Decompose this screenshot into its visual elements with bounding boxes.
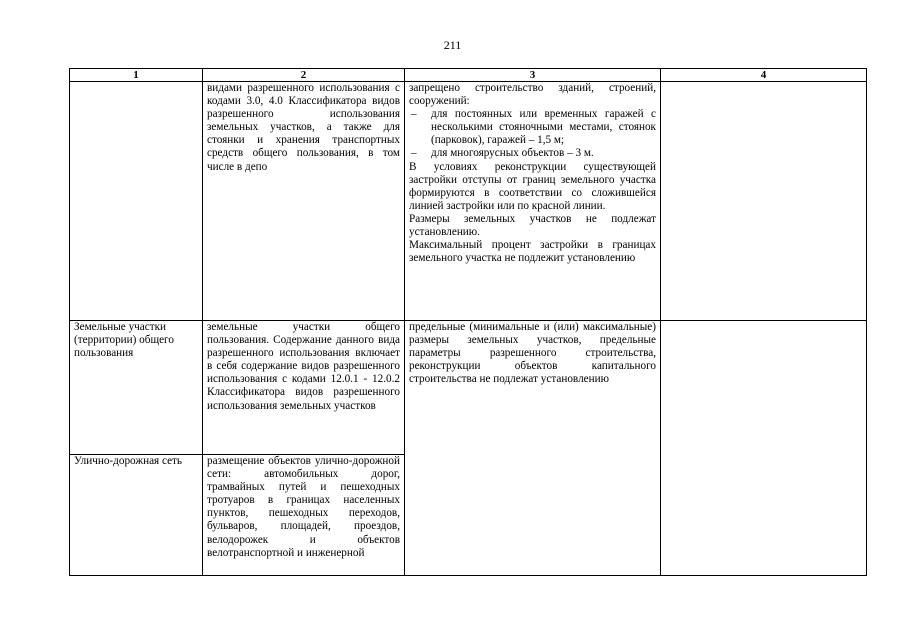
list-item [409, 108, 656, 147]
list-item-text: для многоярусных объектов – 3 м. [431, 147, 594, 160]
header-col-2: 2 [203, 69, 405, 82]
row2-col4 [661, 321, 867, 576]
row2-col2: земельные участки общего пользования. Содержание данного вида разрешенного использования включает в себя содержание видов разрешенного использования с кодами 12.0.1 - 12.0.2 Классификатора видов разрешенного использования земельных участков [203, 321, 405, 455]
list-item [409, 147, 656, 160]
zoning-table [69, 68, 867, 576]
page-number: 211 [443, 38, 462, 52]
row1-col3-max-percent: Максимальный процент застройки в границах земельного участка не подлежит установлению [409, 239, 656, 265]
table-row [70, 82, 867, 321]
row3-col2: размещение объектов улично-дорожной сети: автомобильных дорог, трамвайных путей и пешеходных тротуаров в границах населенных пунктов, пешеходных переходов, бульваров, площадей, проездов, велодорожек и объектов велотранспортной и инженерной [203, 455, 405, 576]
table-row [70, 321, 867, 455]
row1-col3-intro: запрещено строительство зданий, строений, сооружений: [409, 82, 656, 108]
row1-col3-sizes: Размеры земельных участков не подлежат установлению. [409, 212, 656, 239]
row1-col2: видами разрешенного использования с кодами 3.0, 4.0 Классификатора видов разрешенного использования земельных участков, а также для стоянки и хранения транспортных средств общего пользования, в том числе в депо [203, 82, 405, 321]
row2-col1: Земельные участки (территории) общего пользования [70, 321, 203, 455]
row3-col1: Улично-дорожная сеть [70, 455, 203, 576]
row1-col1 [70, 82, 203, 321]
dash-bullet: – [411, 147, 417, 160]
dash-bullet: – [411, 108, 417, 121]
header-col-4: 4 [661, 69, 867, 82]
header-col-3: 3 [405, 69, 661, 82]
row1-col3 [405, 82, 661, 321]
table-header-row [70, 69, 867, 82]
row1-col4 [661, 82, 867, 321]
row2-col3: предельные (минимальные и (или) максимальные) размеры земельных участков, предельные параметры разрешенного строительства, реконструкции объектов капитального строительства не подлежат установлению [405, 321, 661, 576]
header-col-1: 1 [70, 69, 203, 82]
list-item-text: для постоянных или временных гаражей с несколькими стояночными местами, стоянок (парковок), гаражей – 1,5 м; [431, 108, 656, 147]
row1-col3-reconstruction: В условиях реконструкции существующей застройки отступы от границ земельного участка формируются в соответствии со сложившейся линией застройки или по красной линии. [409, 160, 656, 212]
